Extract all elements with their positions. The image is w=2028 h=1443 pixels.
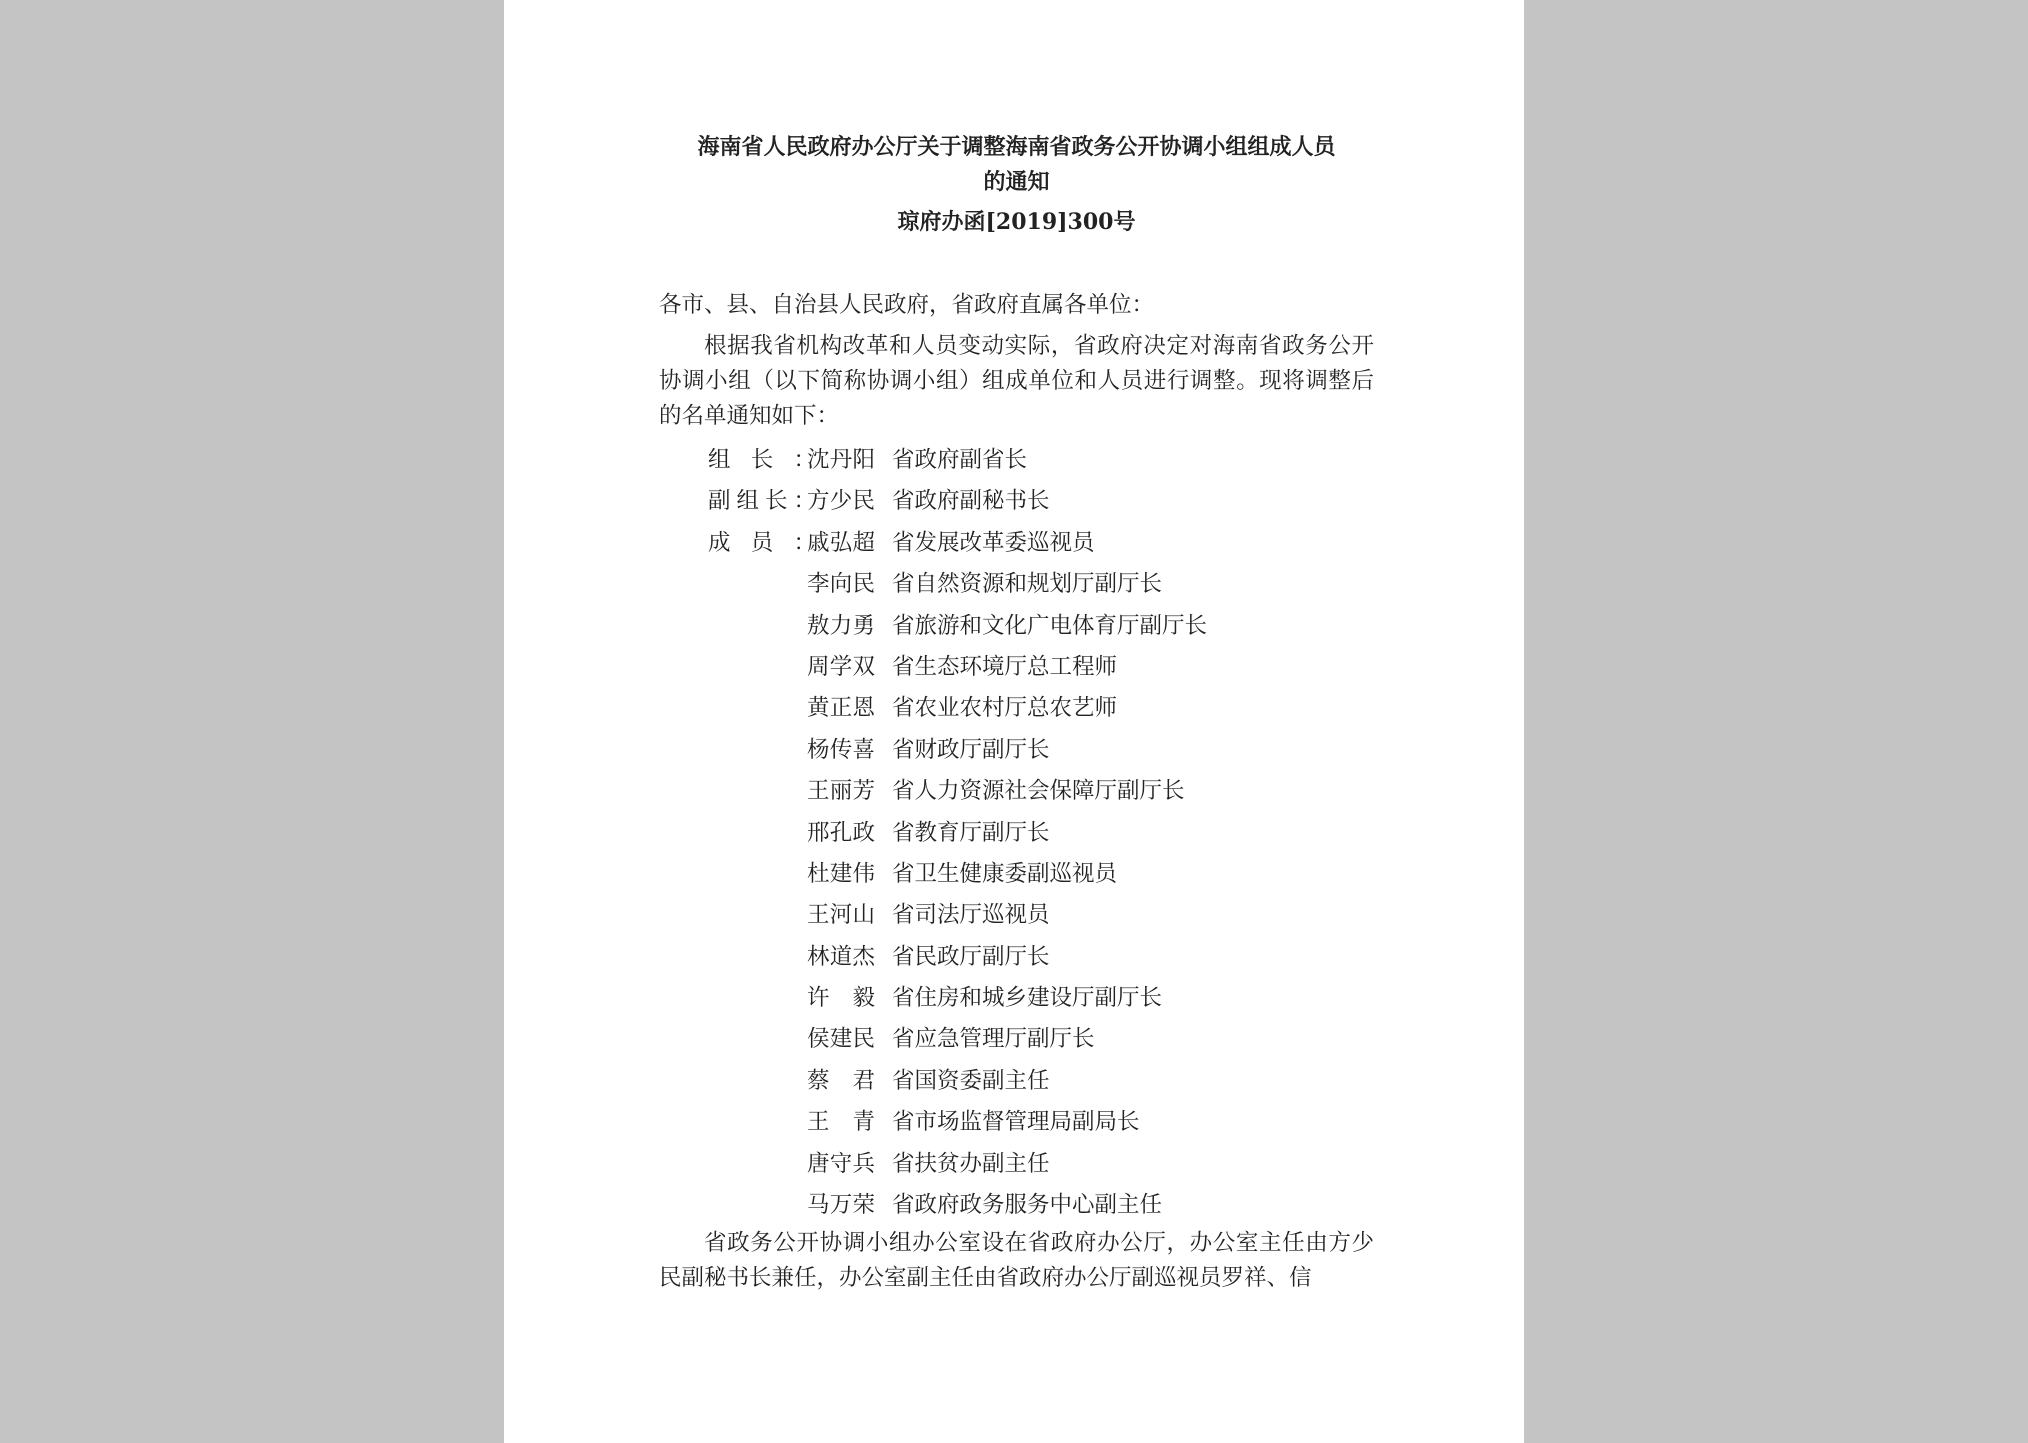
roster-name: 杜建伟	[807, 860, 875, 887]
roster-row	[659, 854, 1374, 895]
member-roster	[659, 440, 1374, 1226]
roster-row	[659, 688, 1374, 729]
roster-position: 省财政厅副厅长	[892, 736, 1050, 763]
roster-position: 省自然资源和规划厅副厅长	[892, 571, 1163, 598]
roster-name: 唐守兵	[807, 1150, 875, 1177]
roster-row	[659, 978, 1374, 1019]
roster-name: 黄正恩	[807, 695, 875, 722]
roster-position: 省政府副秘书长	[892, 488, 1050, 515]
roster-position: 省卫生健康委副巡视员	[892, 860, 1118, 887]
roster-position: 省司法厅巡视员	[892, 902, 1050, 929]
roster-name: 侯建民	[807, 1026, 875, 1053]
roster-position: 省扶贫办副主任	[892, 1150, 1050, 1177]
roster-role: 成员：	[708, 529, 816, 556]
roster-position: 省发展改革委巡视员	[892, 529, 1095, 556]
roster-row	[659, 895, 1374, 936]
roster-name: 马万荣	[807, 1192, 875, 1219]
title-line-2: 的通知	[983, 169, 1050, 195]
roster-row	[659, 1061, 1374, 1102]
roster-name: 王青	[807, 1109, 875, 1136]
document-title	[659, 130, 1374, 200]
roster-row	[659, 1185, 1374, 1226]
roster-row	[659, 440, 1374, 481]
roster-position: 省政府政务服务中心副主任	[892, 1192, 1163, 1219]
roster-row	[659, 1144, 1374, 1185]
roster-position: 省生态环境厅总工程师	[892, 653, 1118, 680]
roster-row	[659, 1019, 1374, 1060]
document-body	[659, 130, 1374, 1296]
roster-name: 李向民	[807, 571, 875, 598]
intro-paragraph: 根据我省机构改革和人员变动实际，省政府决定对海南省政务公开协调小组（以下简称协调小组）组成单位和人员进行调整。现将调整后的名单通知如下：	[659, 333, 1374, 429]
roster-name: 蔡君	[807, 1067, 875, 1094]
roster-row	[659, 647, 1374, 688]
roster-name: 沈丹阳	[807, 447, 875, 473]
roster-row	[659, 1102, 1374, 1143]
roster-row	[659, 771, 1374, 812]
document-page	[504, 0, 1524, 1443]
roster-position: 省政府副省长	[892, 447, 1028, 473]
document-number: 琼府办函[2019]300号	[897, 209, 1136, 235]
roster-position: 省住房和城乡建设厅副厅长	[892, 985, 1163, 1012]
roster-name: 许毅	[807, 985, 875, 1012]
roster-row	[659, 481, 1374, 522]
roster-position: 省旅游和文化广电体育厅副厅长	[892, 612, 1208, 639]
roster-name: 邢孔政	[807, 819, 875, 846]
roster-name: 戚弘超	[807, 529, 875, 556]
roster-name: 王河山	[807, 902, 875, 929]
title-line-1: 海南省人民政府办公厅关于调整海南省政务公开协调小组组成人员	[697, 134, 1336, 160]
roster-position: 省农业农村厅总农艺师	[892, 695, 1118, 722]
roster-row	[659, 730, 1374, 771]
closing-paragraph: 省政务公开协调小组办公室设在省政府办公厅，办公室主任由方少民副秘书长兼任，办公室副主任由省政府办公厅副巡视员罗祥、信	[659, 1230, 1374, 1292]
roster-position: 省民政厅副厅长	[892, 943, 1050, 970]
roster-row	[659, 564, 1374, 605]
roster-row	[659, 813, 1374, 854]
roster-name: 周学双	[807, 653, 875, 680]
roster-name: 林道杰	[807, 943, 875, 970]
roster-row	[659, 523, 1374, 564]
roster-name: 方少民	[807, 488, 875, 515]
roster-row	[659, 606, 1374, 647]
roster-name: 杨传喜	[807, 736, 875, 763]
roster-position: 省国资委副主任	[892, 1067, 1050, 1094]
roster-position: 省市场监督管理局副局长	[892, 1109, 1140, 1136]
roster-name: 敖力勇	[807, 612, 875, 639]
roster-position: 省人力资源社会保障厅副厅长	[892, 778, 1185, 805]
roster-row	[659, 937, 1374, 978]
roster-role: 副组长：	[708, 488, 816, 515]
roster-name: 王丽芳	[807, 778, 875, 805]
addressee-line: 各市、县、自治县人民政府，省政府直属各单位：	[659, 292, 1155, 318]
roster-position: 省教育厅副厅长	[892, 819, 1050, 846]
roster-position: 省应急管理厅副厅长	[892, 1026, 1095, 1053]
roster-role: 组长：	[708, 447, 816, 473]
